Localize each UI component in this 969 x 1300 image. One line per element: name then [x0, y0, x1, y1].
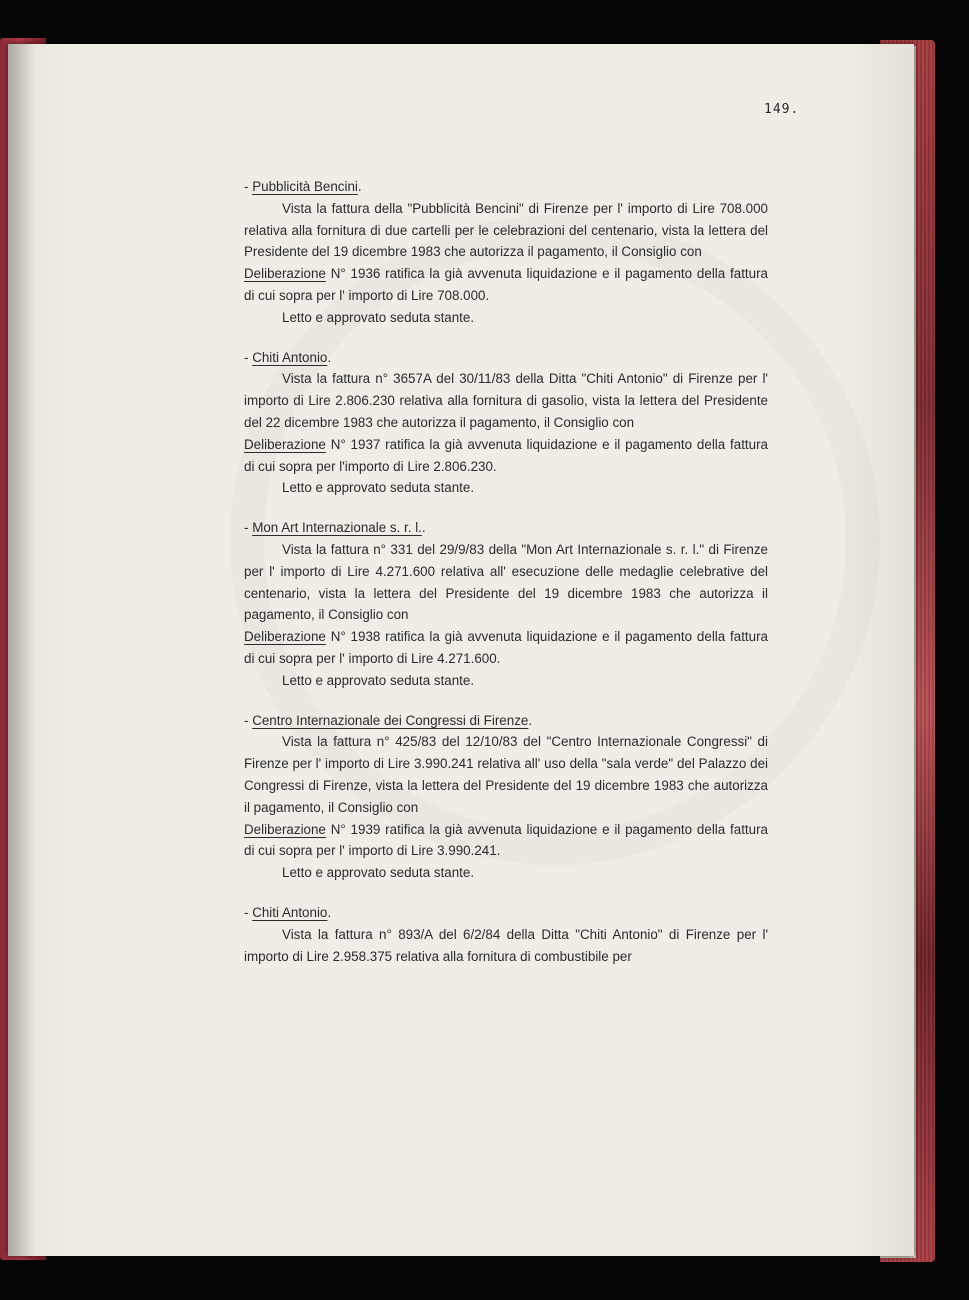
entry-chiti-antonio-1: [244, 347, 768, 500]
entry-pubblicita-bencini: [244, 176, 768, 329]
entry-heading: - Chiti Antonio.: [244, 904, 332, 920]
entry-heading: - Centro Internazionale dei Congressi di Firenze.: [244, 712, 533, 728]
entry-heading-name: Chiti Antonio: [252, 349, 328, 365]
entry-heading: - Mon Art Internazionale s. r. l..: [244, 520, 426, 536]
entry-deliberation: Deliberazione N° 1937 ratifica la già avvenuta liquidazione e il pagamento della fattura di cui sopra per l'importo di Lire 2.806.230.: [244, 436, 768, 474]
entry-heading-name: Chiti Antonio: [252, 904, 328, 920]
entry-deliberation: Deliberazione N° 1938 ratifica la già avvenuta liquidazione e il pagamento della fattura di cui sopra per l' importo di Lire 4.271.600.: [244, 629, 768, 666]
entry-heading-name: Pubblicità Bencini: [252, 179, 358, 194]
page-gutter-shadow: [8, 44, 36, 1256]
deliberation-word: Deliberazione: [244, 436, 326, 452]
entry-centro-congressi: [244, 710, 768, 884]
deliberation-word: Deliberazione: [244, 266, 326, 282]
entry-body: Vista la fattura della "Pubblicità Bencini" di Firenze per l' importo di Lire 708.000 relativa alla fornitura di due cartelli per le celebrazioni del centenario, vista la lettera del Presidente del 19 dicembre 1983 che autorizza il pagamento, il Consiglio con: [244, 200, 768, 260]
entry-closing: Letto e approvato seduta stante.: [282, 672, 475, 688]
entry-body: Vista la fattura n° 893/A del 6/2/84 della Ditta "Chiti Antonio" di Firenze per l' importo di Lire 2.958.375 relativa alla fornitura di combustibile per: [244, 926, 768, 964]
entry-heading: - Pubblicità Bencini.: [244, 179, 362, 194]
entry-mon-art: [244, 517, 768, 691]
entry-chiti-antonio-2: [244, 902, 768, 967]
entry-heading-name: Centro Internazionale dei Congressi di Firenze: [252, 712, 529, 728]
entry-body: Vista la fattura n° 3657A del 30/11/83 della Ditta "Chiti Antonio" di Firenze per l' importo di Lire 2.806.230 relativa alla fornitura di gasolio, vista la lettera del Presidente del 22 dicembre 1983 che autorizza il pagamento, il Consiglio con: [244, 371, 768, 430]
entry-body: Vista la fattura n° 425/83 del 12/10/83 del "Centro Internazionale Congressi" di Firenze per l' importo di Lire 3.990.241 relativa all' uso della "sala verde" del Palazzo dei Congressi di Firenze, vista la lettera del Presidente del 19 dicembre 1983 che autorizza il pagamento, il Consiglio con: [244, 734, 768, 815]
page-number: 149.: [764, 102, 800, 117]
entry-heading-name: Mon Art Internazionale s. r. l.: [252, 520, 422, 536]
document-text: [244, 176, 768, 985]
entry-heading: - Chiti Antonio.: [244, 349, 332, 365]
entry-deliberation: Deliberazione N° 1939 ratifica la già avvenuta liquidazione e il pagamento della fattura di cui sopra per l' importo di Lire 3.990.241.: [244, 821, 768, 859]
entry-closing: Letto e approvato seduta stante.: [282, 480, 475, 496]
entry-closing: Letto e approvato seduta stante.: [282, 865, 475, 881]
entry-deliberation: Deliberazione N° 1936 ratifica la già avvenuta liquidazione e il pagamento della fattura di cui sopra per l' importo di Lire 708.000.: [244, 266, 768, 303]
entry-closing: Letto e approvato seduta stante.: [282, 309, 475, 325]
entry-body: Vista la fattura n° 331 del 29/9/83 della "Mon Art Internazionale s. r. l." di Firenze per l' importo di Lire 4.271.600 relativa all' esecuzione delle medaglie celebrative del centenario, vista la lettera del Presidente del 19 dicembre 1983 che autorizza il pagamento, il Consiglio con: [244, 541, 768, 623]
deliberation-word: Deliberazione: [244, 821, 326, 837]
deliberation-word: Deliberazione: [244, 629, 326, 645]
